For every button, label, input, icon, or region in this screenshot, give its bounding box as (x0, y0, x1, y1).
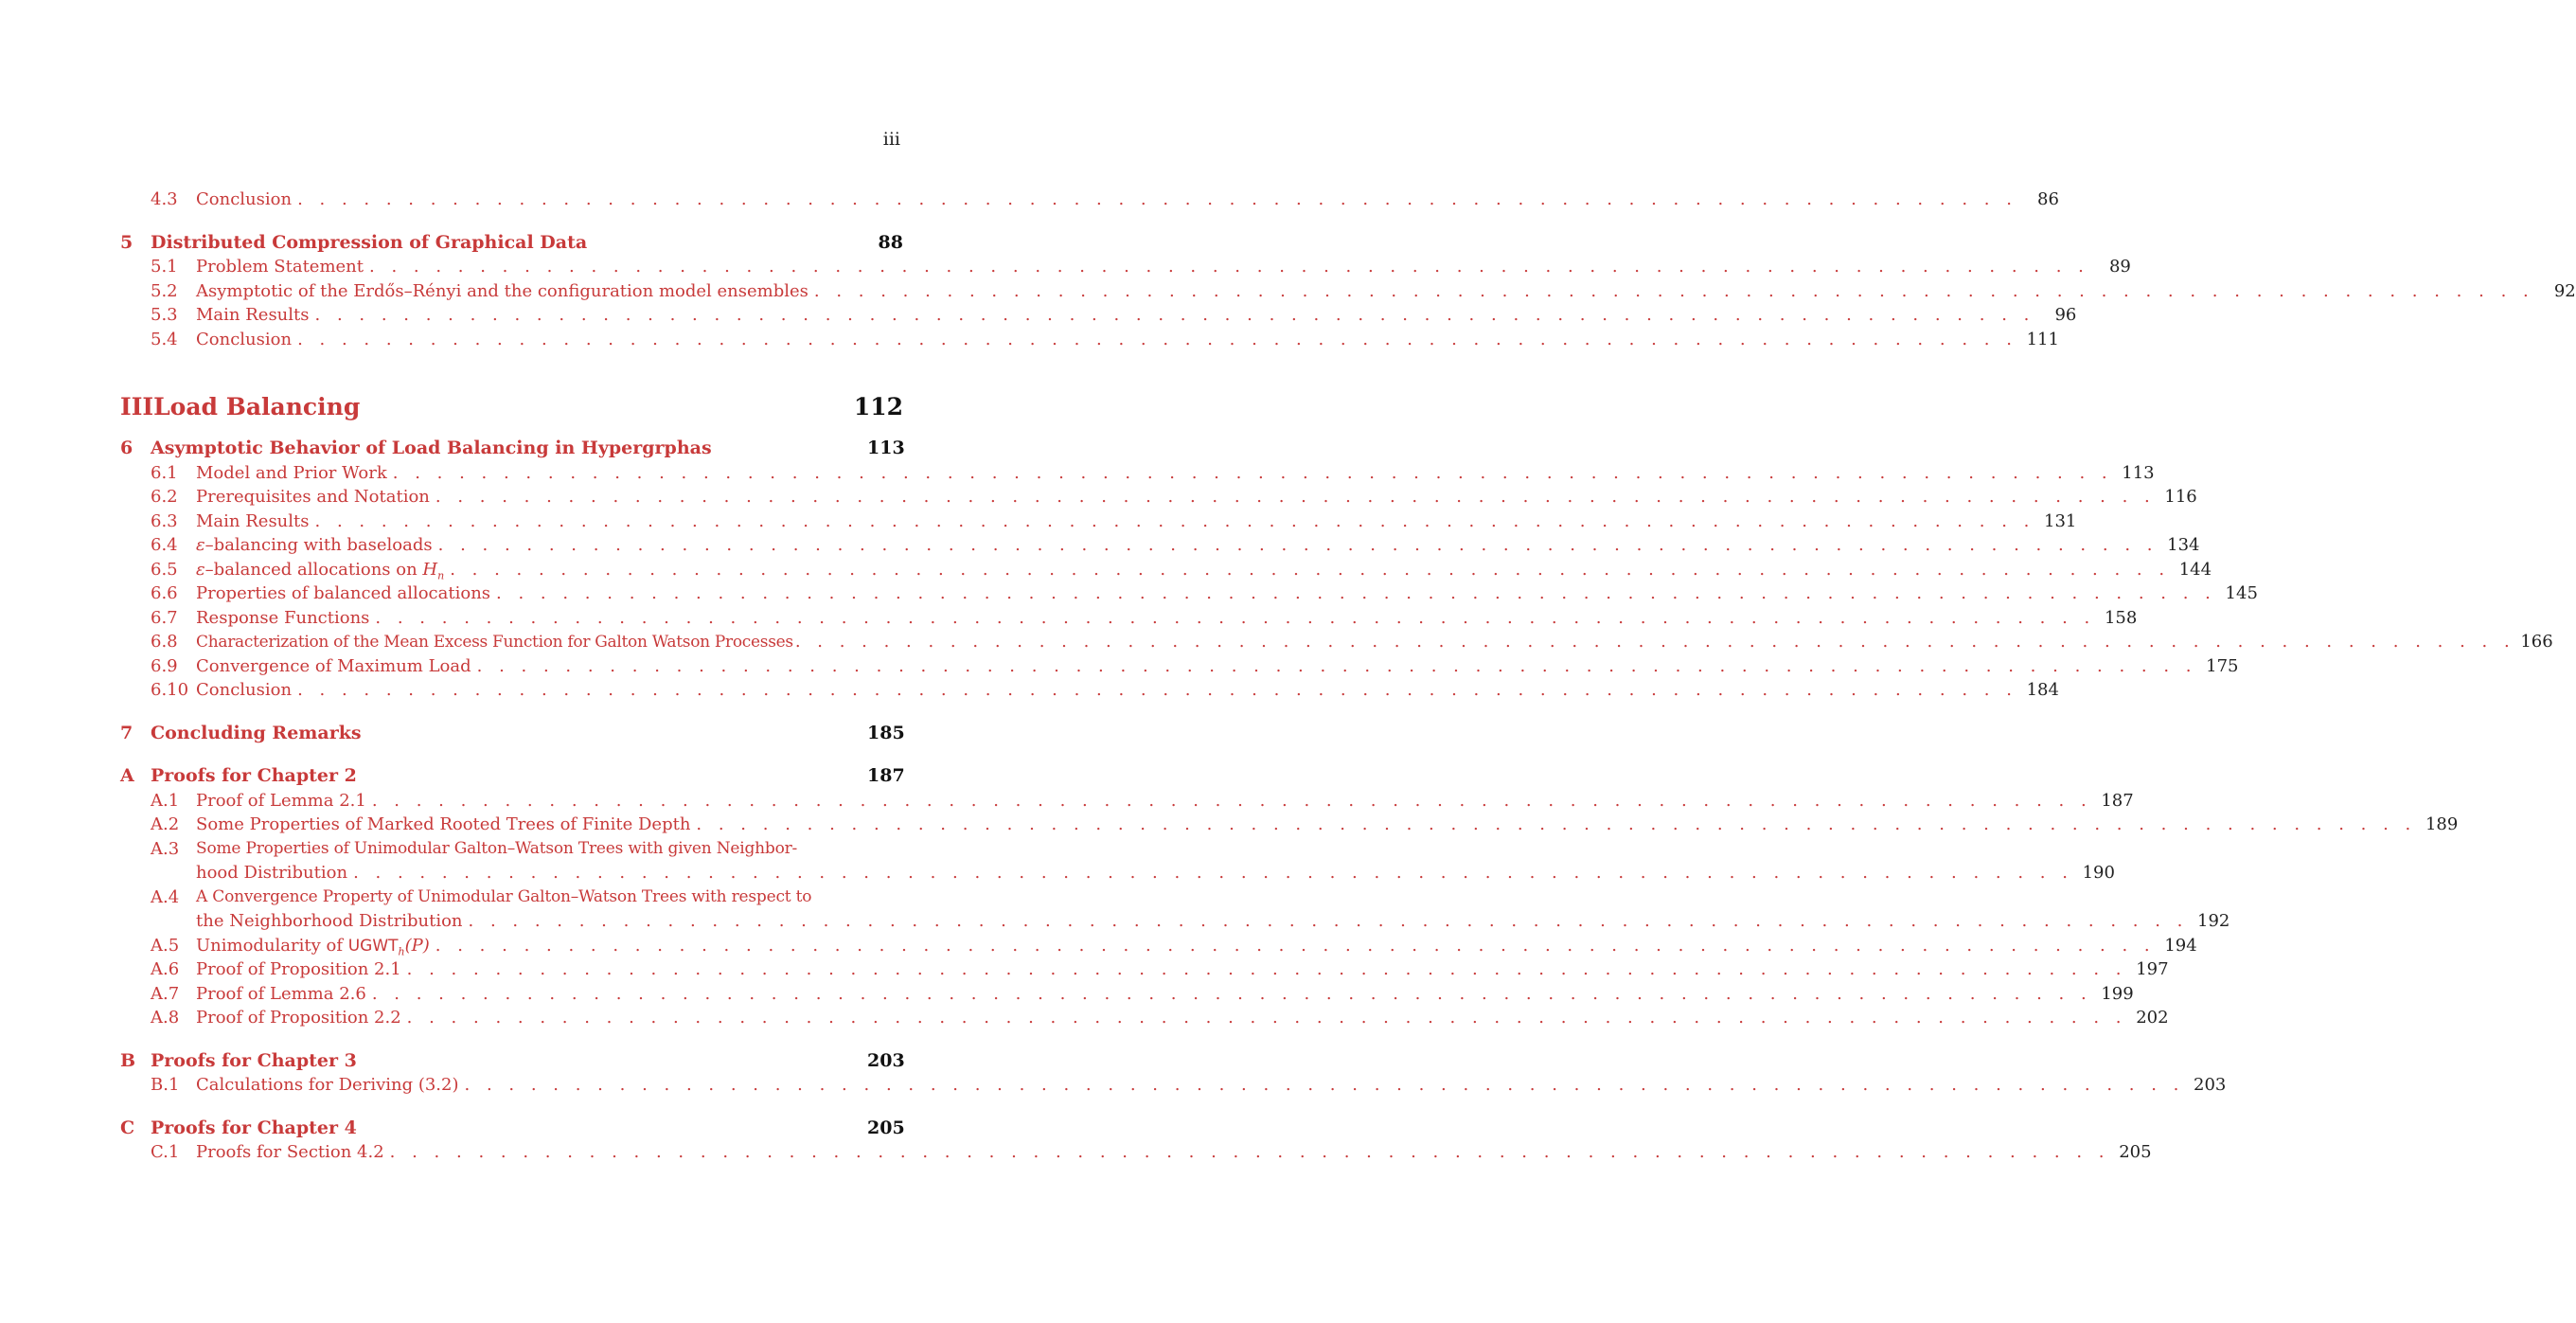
section-number: 6.3 (151, 510, 178, 531)
toc-chapter-7[interactable] (120, 722, 903, 746)
toc-entry-6-8[interactable] (120, 630, 2553, 654)
section-title-wrap (196, 885, 2230, 934)
chapter-title: Concluding Remarks (151, 722, 362, 743)
toc-entry-a-6[interactable] (120, 957, 2169, 982)
leader-dots (297, 678, 2017, 703)
leader-dots (435, 934, 2156, 958)
section-number: A.3 (151, 838, 180, 859)
page-ref: 203 (867, 1049, 905, 1071)
leader-dots (496, 581, 2216, 606)
section-title: Main Results (196, 305, 310, 325)
toc-entry-a-7[interactable] (120, 982, 2134, 1007)
leader-dots (315, 303, 2035, 328)
section-number: 6.4 (151, 535, 178, 555)
subscript-n: n (437, 569, 445, 582)
leader-dots (372, 982, 2092, 1007)
leader-dots (435, 485, 2156, 510)
page-ref: 158 (2104, 607, 2138, 628)
section-number: 6.9 (151, 655, 178, 676)
toc-appendix-c[interactable] (120, 1117, 903, 1141)
toc-entry-5-2[interactable] (120, 279, 2576, 304)
page-ref: 184 (2026, 680, 2059, 700)
leader-dots (795, 630, 2515, 654)
leader-dots (407, 957, 2127, 982)
chapter-number: C (120, 1117, 135, 1138)
leader-dots (696, 813, 2416, 837)
page-ref: 202 (2136, 1008, 2169, 1028)
section-number: A.5 (151, 935, 180, 956)
chapter-title: Distributed Compression of Graphical Data (151, 231, 588, 253)
section-title: Convergence of Maximum Load (196, 655, 471, 676)
page-number: iii (882, 129, 900, 150)
ugwt-symbol: UGWT (347, 936, 399, 956)
chapter-number: A (120, 765, 134, 786)
section-title: Proofs for Section 4.2 (196, 1142, 384, 1162)
section-title: Characterization of the Mean Excess Function for Galton Watson Processes (196, 633, 793, 652)
toc-entry-b-1[interactable] (120, 1073, 2227, 1098)
toc-entry-6-4[interactable] (120, 533, 2200, 558)
page-ref: 113 (867, 438, 905, 458)
section-number: B.1 (151, 1075, 180, 1095)
toc-entry-6-6[interactable] (120, 581, 2258, 606)
toc-entry-a-3[interactable] (120, 837, 2115, 885)
page-ref: 113 (2122, 462, 2155, 483)
leader-dots (315, 510, 2035, 534)
leader-dots (450, 558, 2170, 582)
chapter-title: Asymptotic Behavior of Load Balancing in Hypergrphas (151, 438, 712, 458)
page-ref: 187 (2101, 790, 2134, 811)
toc-entry-c-1[interactable] (120, 1140, 2152, 1165)
section-title: Response Functions (196, 607, 370, 628)
section-title-line-2: hood Distribution (196, 863, 348, 883)
page-ref: 145 (2225, 583, 2258, 603)
section-number: 6.7 (151, 607, 178, 628)
page-ref: 199 (2101, 983, 2134, 1004)
section-title: Conclusion (196, 680, 293, 700)
section-number: A.6 (151, 959, 180, 979)
page-ref: 116 (2164, 487, 2197, 507)
page-ref: 131 (2044, 510, 2077, 531)
section-title: Conclusion (196, 189, 293, 209)
subscript-h: h (398, 945, 405, 958)
toc-entry-5-4[interactable] (120, 328, 2059, 352)
toc-entry-5-3[interactable] (120, 303, 2077, 328)
section-number: 5.4 (151, 329, 178, 349)
section-title: Proof of Proposition 2.2 (196, 1008, 401, 1028)
section-number: 6.5 (151, 559, 178, 580)
chapter-title: Proofs for Chapter 3 (151, 1049, 357, 1071)
toc-entry-6-10[interactable] (120, 678, 2059, 703)
section-title-line-2: the Neighborhood Distribution (196, 911, 463, 931)
section-title-text: –balanced allocations on (204, 559, 423, 580)
page-ref: 175 (2206, 655, 2239, 676)
chapter-number: 7 (120, 722, 133, 743)
part-number: III (120, 393, 154, 420)
chapter-number: 5 (120, 231, 133, 253)
section-number: A.1 (151, 790, 180, 811)
section-title: Calculations for Deriving (3.2) (196, 1075, 459, 1095)
leader-dots (353, 861, 2073, 885)
toc-chapter-6[interactable] (120, 437, 903, 461)
part-title: Load Balancing (153, 393, 361, 420)
section-number: 5.3 (151, 305, 178, 325)
section-title-wrap (196, 837, 2115, 885)
page-ref: 189 (2425, 814, 2459, 834)
toc-part-3[interactable] (120, 393, 903, 425)
chapter-title: Proofs for Chapter 4 (151, 1117, 357, 1138)
leader-dots (477, 654, 2197, 679)
page-ref: 92 (2553, 280, 2576, 301)
hypergraph-symbol: H (422, 559, 438, 580)
leader-dots (375, 606, 2095, 631)
leader-dots (407, 1006, 2127, 1030)
section-title: Model and Prior Work (196, 462, 387, 483)
page-ref: 197 (2136, 959, 2169, 979)
chapter-number: 6 (120, 438, 133, 458)
section-title-text: Unimodularity of (196, 935, 348, 956)
leader-dots (393, 461, 2113, 486)
section-title-text: –balancing with baseloads (204, 535, 433, 555)
toc-entry-a-8[interactable] (120, 1006, 2169, 1030)
section-number: A.2 (151, 814, 180, 834)
page-ref: 203 (2194, 1075, 2227, 1095)
leader-dots (297, 188, 2017, 212)
toc-entry-a-2[interactable] (120, 813, 2459, 837)
leader-dots (438, 533, 2159, 558)
section-number: A.7 (151, 983, 180, 1004)
toc-appendix-b[interactable] (120, 1049, 903, 1074)
section-title: Main Results (196, 510, 310, 531)
section-title: Proof of Lemma 2.6 (196, 983, 366, 1004)
section-number: 6.6 (151, 583, 178, 603)
section-title-line-1: A Convergence Property of Unimodular Galton–Watson Trees with respect to (196, 886, 812, 906)
toc-entry-6-7[interactable] (120, 606, 2138, 631)
section-title-line-2-row (196, 909, 2230, 934)
section-title: Proof of Lemma 2.1 (196, 790, 366, 811)
page-ref: 194 (2164, 935, 2197, 956)
section-title: Conclusion (196, 329, 293, 349)
epsilon-symbol: ε (196, 559, 205, 580)
page-ref: 134 (2167, 535, 2200, 555)
toc-entry-6-9[interactable] (120, 654, 2239, 679)
section-title: Proof of Proposition 2.1 (196, 959, 401, 979)
leader-dots (814, 279, 2534, 304)
leader-dots (469, 909, 2189, 934)
chapter-number: B (120, 1049, 136, 1071)
page-ref: 192 (2197, 911, 2230, 931)
leader-dots (372, 789, 2092, 813)
page-ref: 190 (2082, 863, 2115, 883)
leader-dots (297, 328, 2017, 352)
section-title: Prerequisites and Notation (196, 487, 430, 507)
section-number: 6.8 (151, 632, 178, 652)
page-ref: 112 (853, 393, 903, 420)
toc-chapter-5[interactable] (120, 231, 903, 256)
section-title: Properties of balanced allocations (196, 583, 491, 603)
toc-entry-a-4[interactable] (120, 885, 2230, 934)
section-number: 5.1 (151, 257, 178, 277)
section-number: 6.10 (151, 680, 189, 700)
page-ref: 205 (867, 1117, 905, 1138)
toc-entry-6-3[interactable] (120, 510, 2077, 534)
section-number: A.8 (151, 1008, 180, 1028)
leader-dots (465, 1073, 2185, 1098)
section-number: 4.3 (151, 189, 178, 209)
toc-entry-4-3[interactable] (120, 188, 2059, 212)
toc-entry-a-1[interactable] (120, 789, 2134, 813)
section-number: 5.2 (151, 280, 178, 301)
toc-entry-5-1[interactable] (120, 255, 2131, 279)
epsilon-symbol: ε (196, 535, 205, 555)
toc-entry-a-5[interactable] (120, 934, 2197, 958)
page-ref: 185 (867, 722, 905, 743)
section-title-line-1: Some Properties of Unimodular Galton–Watson Trees with given Neighbor- (196, 838, 798, 858)
leader-dots (369, 255, 2089, 279)
toc-entry-6-5[interactable] (120, 558, 2212, 582)
page-ref: 88 (878, 231, 903, 253)
leader-dots (390, 1140, 2110, 1165)
page-ref: 166 (2520, 632, 2553, 652)
page-ref: 144 (2178, 559, 2212, 580)
section-number: C.1 (151, 1142, 180, 1162)
toc-entry-6-1[interactable] (120, 461, 2155, 486)
chapter-title: Proofs for Chapter 2 (151, 765, 357, 786)
section-title (196, 533, 433, 558)
section-number: 6.2 (151, 487, 178, 507)
table-of-contents (120, 188, 2576, 1165)
argument-p: (P) (404, 935, 430, 956)
toc-entry-6-2[interactable] (120, 485, 2197, 510)
section-title: Problem Statement (196, 257, 364, 277)
page-ref: 187 (867, 765, 905, 786)
section-title-line-2-row (196, 861, 2115, 885)
page-ref: 205 (2119, 1142, 2152, 1162)
page-ref: 86 (2037, 189, 2059, 209)
page-ref: 96 (2054, 305, 2077, 325)
section-title: Asymptotic of the Erdős–Rényi and the configuration model ensembles (196, 280, 808, 301)
section-number: 6.1 (151, 462, 178, 483)
toc-appendix-a[interactable] (120, 764, 903, 789)
page-ref: 89 (2108, 257, 2131, 277)
section-title: Some Properties of Marked Rooted Trees of Finite Depth (196, 814, 691, 834)
page-ref: 111 (2026, 329, 2059, 349)
section-number: A.4 (151, 886, 180, 907)
